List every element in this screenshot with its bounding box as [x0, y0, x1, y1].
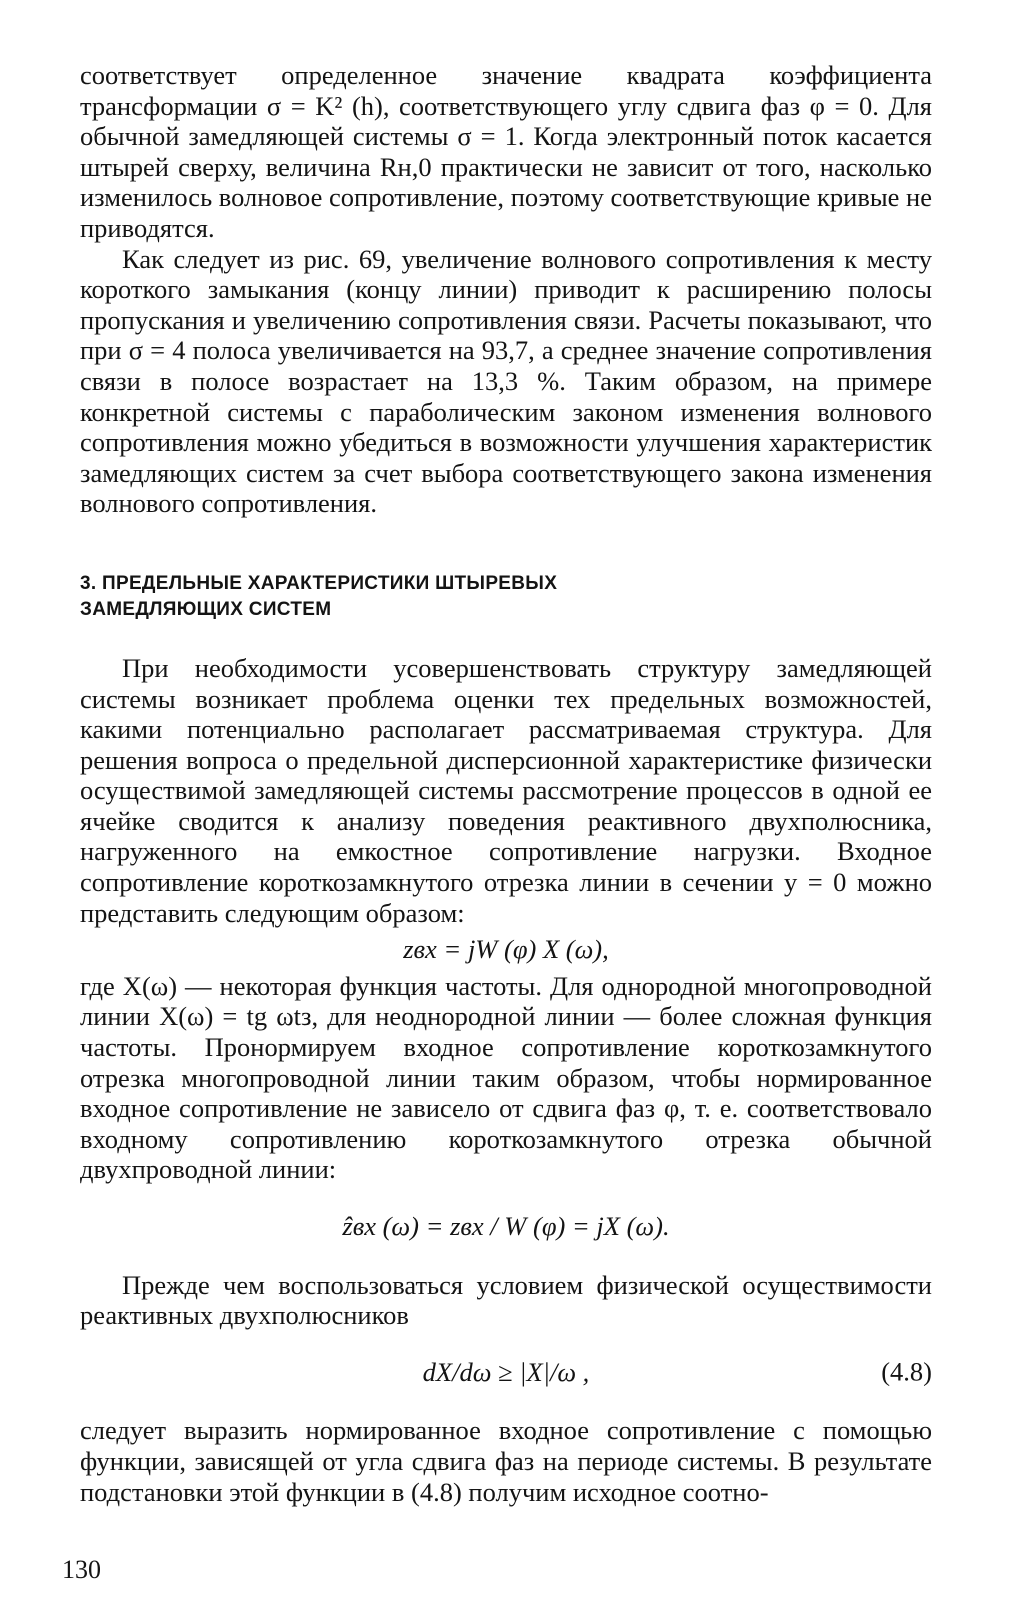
paragraph-6: следует выразить нормированное входное сопротивление с помощью функции, зависящей от угла сдвига фаз на периоде системы. В результате подстановки этой функции в (4.8) получим исходное соотно-: [80, 1415, 932, 1507]
formula-input-impedance: zвх = jW (φ) X (ω),: [403, 934, 609, 965]
paragraph-3: При необходимости усовершенствовать структуру замедляющей системы возникает проблема оценки тех предельных возможностей, какими потенциально располагает рассматриваемая структура. Для решения вопроса о предельной дисперсионной характеристике физически осуществимой замедляющей системы рассмотрение процессов в одной ее ячейке сводится к анализу поведения реактивного двухполюсника, нагруженного на емкостное сопротивление нагрузки. Входное сопротивление короткозамкнутого отрезка линии в сечении y = 0 можно представить следующим образом:: [80, 652, 932, 928]
paragraph-5: Прежде чем воспользоваться условием физической осуществимости реактивных двухполюсников: [80, 1269, 932, 1331]
formula-4-8: [80, 1357, 932, 1388]
page-number: 130: [62, 1555, 101, 1584]
paragraph-4: где X(ω) — некоторая функция частоты. Для однородной многопроводной линии X(ω) = tg ωtз, для неоднородной линии — более сложная функция частоты. Пронормируем входное сопротивление короткозамкнутого отрезка многопроводной линии таким образом, чтобы нормированное входное сопротивление не зависело от сдвига фаз φ, т. е. соответствовало входному сопротивлению короткозамкнутого отрезка обычной двухпроводной линии:: [80, 970, 932, 1185]
paragraph-1: соответствует определенное значение квадрата коэффициента трансформации σ = K² (h), соответствующего углу сдвига фаз φ = 0. Для обычной замедляющей системы σ = 1. Когда электронный поток касается штырей сверху, величина Rн,0 практически не зависит от того, насколько изменилось волновое сопротивление, поэтому соответствующие кривые не приводятся.: [80, 60, 932, 243]
page-body: [80, 60, 932, 1507]
paragraph-2: Как следует из рис. 69, увеличение волнового сопротивления к месту короткого замыкания (концу линии) приводит к расширению полосы пропускания и увеличению сопротивления связи. Расчеты показывают, что при σ = 4 полоса увеличивается на 93,7, а среднее значение сопротивления связи в полосе возрастает на 13,3 %. Таким образом, на примере конкретной системы с параболическим законом изменения волнового сопротивления можно убедиться в возможности улучшения характеристик замедляющих систем за счет выбора соответствующего закона изменения волнового сопротивления.: [80, 243, 932, 519]
formula-normalized-impedance: ẑвх (ω) = zвх / W (φ) = jX (ω).: [342, 1211, 670, 1241]
section-heading-line-1: 3. ПРЕДЕЛЬНЫЕ ХАРАКТЕРИСТИКИ ШТЫРЕВЫХ: [80, 572, 558, 594]
section-heading: [80, 571, 932, 623]
formula-4-8-body: dX/dω ≥ |X|/ω ,: [422, 1356, 590, 1387]
formula-4-8-number: (4.8): [881, 1356, 932, 1387]
section-heading-line-2: ЗАМЕДЛЯЮЩИХ СИСТЕМ: [80, 598, 332, 620]
